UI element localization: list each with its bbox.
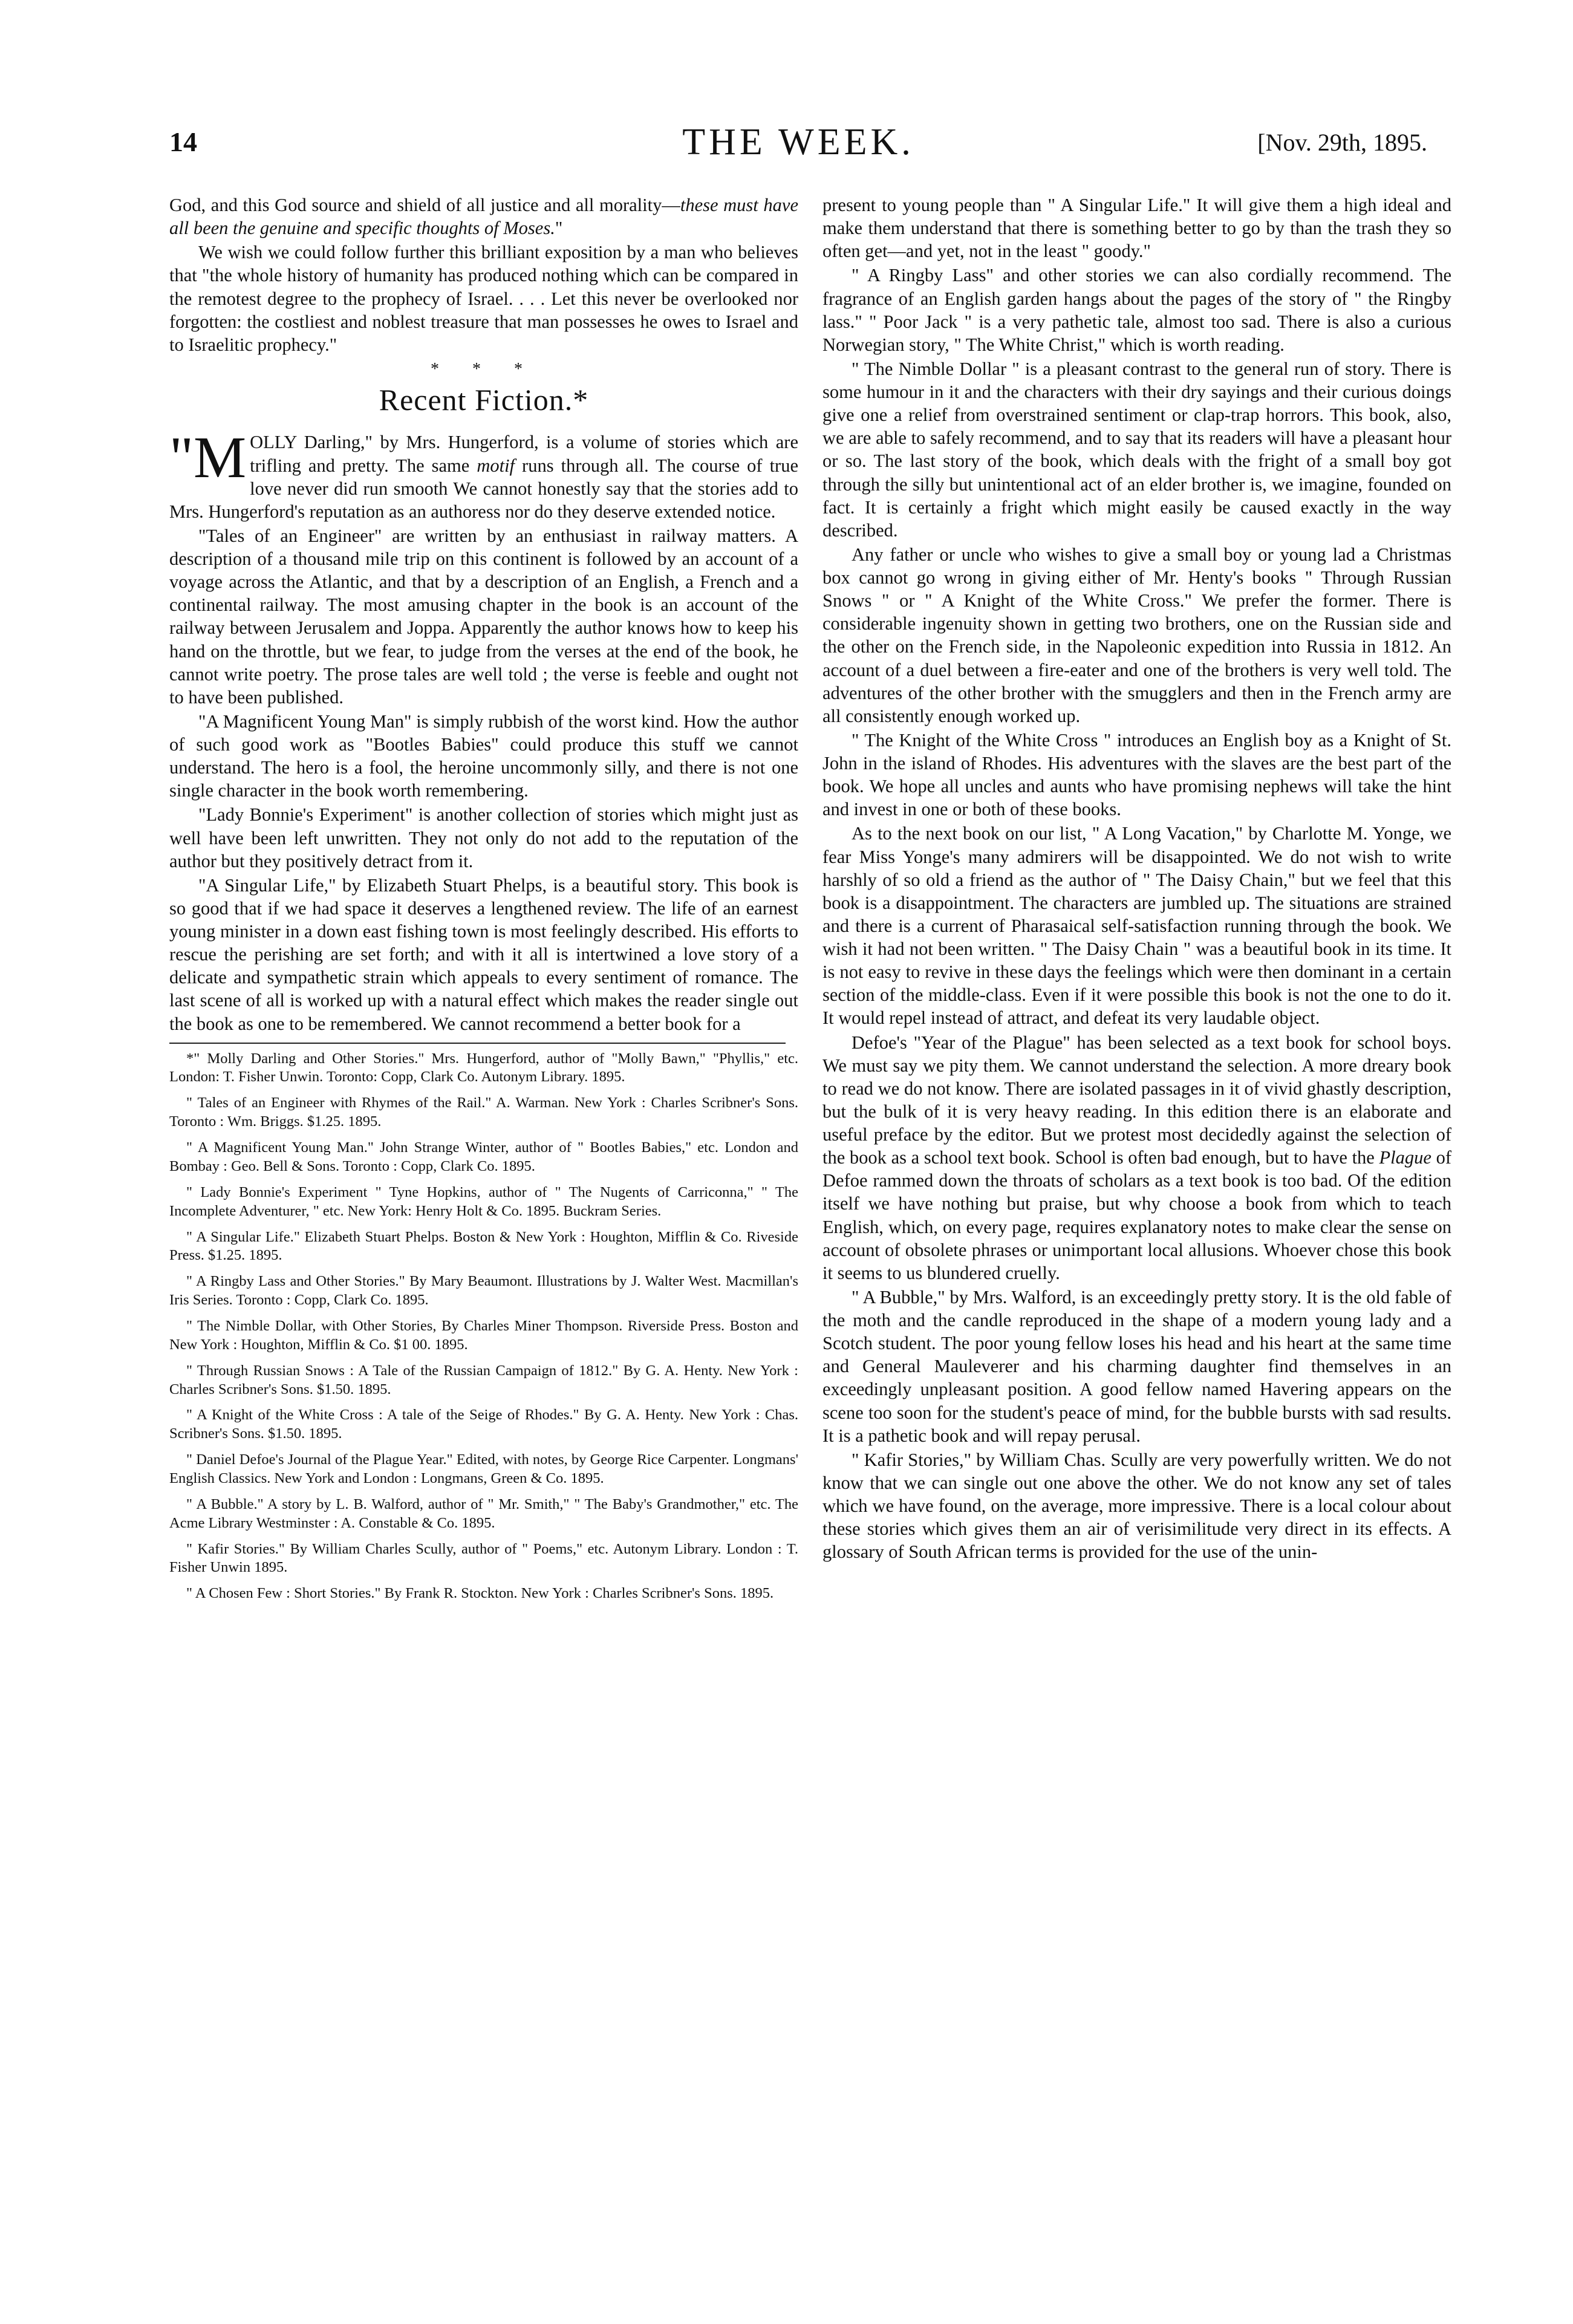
journal-title: THE WEEK. xyxy=(682,122,914,163)
section-divider-stars: * * * xyxy=(431,359,537,379)
footnote: " A Bubble." A story by L. B. Walford, author of " Mr. Smith," " The Baby's Grandmother," etc. The Acme Library Westminster : A. Constable & Co. 1895. xyxy=(169,1496,798,1531)
review-paragraph: " A Ringby Lass" and other stories we can also cordially recommend. The fragrance of an English garden hangs about the pages of the story of " the Ringby lass." " Poor Jack " is a very pathetic tale, almost too sad. There is also a curious Norwegian story, " The White Christ," which is worth reading. xyxy=(822,265,1451,355)
review-paragraph: "A Singular Life," by Elizabeth Stuart Phelps, is a beautiful story. This book is so good that if we had space it deserves a lengthened review. The life of an earnest young minister in a down east fishing town is most feelingly described. His efforts to rescue the perishing are set forth; and with it all is intertwined a love story of a delicate and sympathetic strain which appeals to every sentiment of romance. The last scene of all is worked up with a natural effect which makes the reader single out the book as one to be remembered. We cannot recommend a better book for a xyxy=(169,874,798,1034)
footnote: " A Knight of the White Cross : A tale of the Seige of Rhodes." By G. A. Henty. New York : Chas. Scribner's Sons. $1.50. 1895. xyxy=(169,1407,798,1442)
review-paragraph: " A Bubble," by Mrs. Walford, is an exceedingly pretty story. It is the old fable of the moth and the candle reproduced in the shape of a modern young lady and a Scotch student. The poor young fellow loses his head and his heart at the same time and General Mauleverer and his charming daughter find themselves in an exceedingly unpleasant position. A good fellow named Havering appears on the scene too soon for the student's peace of mind, for the bubble bursts with sad results. It is a pathetic book and will repay perusal. xyxy=(822,1286,1451,1446)
review-paragraph: Any father or uncle who wishes to give a small boy or young lad a Christmas box cannot go wrong in giving either of Mr. Henty's books " Through Russian Snows " or " A Knight of the White Cross." We prefer the former. There is considerable ingenuity shown in getting two brothers, one on the Russian side and the other on the French side, in the Napoleonic expedition into Russia in 1812. An account of a duel between a fire-eater and one of the brothers is very well told. The adventures of the other brother with the smugglers and then in the French army are all consistently enough worked up. xyxy=(822,544,1451,726)
footnote-rule xyxy=(169,1043,786,1044)
review-paragraph: " The Nimble Dollar " is a pleasant contrast to the general run of story. There is some humour in it and the characters with their dry sayings and their curious doings give one a relief from overstrained sentiment or clap-trap horrors. This book, also, we are able to safely recommend, and to say that its readers will have a pleasant hour or so. The last story of the book, which deals with the fright of a small boy got through the silly but unintentional act of an elder brother is, we imagine, founded on fact. It is certainly a fright which might easily be caused exactly in the way described. xyxy=(822,358,1451,541)
left-column xyxy=(169,194,798,2286)
review-paragraph: " Kafir Stories," by William Chas. Scully are very powerfully written. We do not know that we can single out one above the other. We do not know any set of tales which we have found, on the average, more impressive. There is a local colour about these stories which gives them an air of verisimilitude very direct in its effects. A glossary of South African terms is provided for the use of the unin- xyxy=(822,1449,1451,1563)
footnote: " Lady Bonnie's Experiment " Tyne Hopkins, author of " The Nugents of Carriconna," " The Incomplete Adventurer, " etc. New York: Henry Holt & Co. 1895. Buckram Series. xyxy=(169,1183,798,1219)
section-title: Recent Fiction.* xyxy=(379,382,589,417)
review-paragraph: "Lady Bonnie's Experiment" is another collection of stories which might just as well have been left unwritten. They not only do not add to the reputation of the author but they positively detract from it. xyxy=(169,804,798,871)
footnotes xyxy=(169,1050,798,1603)
footnote: " A Magnificent Young Man." John Strange Winter, author of " Bootles Babies," etc. London and Bombay : Geo. Bell & Sons. Toronto : Copp, Clark Co. 1895. xyxy=(169,1139,798,1174)
footnote: " Through Russian Snows : A Tale of the Russian Campaign of 1812." By G. A. Henty. New York : Charles Scribner's Sons. $1.50. 1895. xyxy=(169,1362,798,1398)
review-paragraph: "Tales of an Engineer" are written by an enthusiast in railway matters. A description of a thousand mile trip on this continent is followed by an account of a voyage across the Atlantic, and that by a description of an English, a French and a continental railway. The most amusing chapter in the book is an account of the railway between Jerusalem and Joppa. Apparently the author knows how to keep his hand on the throttle, but we fear, to judge from the verses at the end of the book, he cannot write poetry. The prose tales are well told ; the verse is feeble and ought not to have been published. xyxy=(169,525,798,708)
review-paragraph: Defoe's "Year of the Plague" has been selected as a text book for school boys. We must say we pity them. We cannot understand the selection. A more dreary book to read we do not know. There are isolated passages in it of vivid ghastly description, but the bulk of it is very heavy reading. In this edition there is an elaborate and useful preface by the editor. But we protest most decidedly against the selection of the book as a school text book. School is often bad enough, but to have the Plague of Defoe rammed down the throats of scholars as a text book is too bad. Of the edition itself we have nothing but praise, but why choose a book from which to teach English, which, on every page, requires explanatory notes to make clear the sense on account of obsolete phrases or unimportant local allusions. Whoever chose this book it seems to us blundered cruelly. xyxy=(822,1032,1451,1283)
footnote: " The Nimble Dollar, with Other Stories, By Charles Miner Thompson. Riverside Press. Boston and New York : Houghton, Mifflin & Co. $1 00. 1895. xyxy=(169,1317,798,1353)
footnote: " A Singular Life." Elizabeth Stuart Phelps. Boston & New York : Houghton, Mifflin & Co. Riveside Press. $1.25. 1895. xyxy=(169,1228,798,1264)
page-number: 14 xyxy=(169,126,197,157)
footnote: " Kafir Stories." By William Charles Scully, author of " Poems," etc. Autonym Library. London : T. Fisher Unwin 1895. xyxy=(169,1540,798,1576)
review-paragraph: As to the next book on our list, " A Long Vacation," by Charlotte M. Yonge, we fear Miss Yonge's many admirers will be disappointed. We do not wish to write harshly of so old a friend as the author of " The Daisy Chain," but we feel that this book is a disappointment. The characters are jumbled up. The situations are strained and there is a current of Pharasaical self-satisfaction running through the book. We wish it had not been written. " The Daisy Chain " was a beautiful book in its time. It is not easy to revive in these days the feelings which were then dominant in a certain section of the middle-class. Even if it were possible this book is not the one to do it. It would repel instead of attract, and defeat its very laudable object. xyxy=(822,823,1451,1029)
review-paragraph: "M OLLY Darling," by Mrs. Hungerford, is a volume of stories which are trifling and pretty. The same motif runs through all. The course of true love never did run smooth We cannot honestly say that the stories add to Mrs. Hungerford's reputation as an authoress nor do they deserve extended notice. xyxy=(169,425,798,522)
page-header xyxy=(169,121,1427,175)
review-paragraph: present to young people than " A Singular Life." It will give them a high ideal and make them understand that there is something better to go by than the trash they so often get—and yet, not in the least " goody." xyxy=(822,195,1451,262)
footnote: " A Chosen Few : Short Stories." By Frank R. Stockton. New York : Charles Scribner's Sons. 1895. xyxy=(186,1585,774,1602)
footnote: " Daniel Defoe's Journal of the Plague Year." Edited, with notes, by George Rice Carpenter. Longmans' English Classics. New York and London : Longmans, Green & Co. 1895. xyxy=(169,1451,798,1486)
drop-cap: "M xyxy=(169,425,247,491)
footnote: " Tales of an Engineer with Rhymes of the Rail." A. Warman. New York : Charles Scribner's Sons. Toronto : Wm. Briggs. $1.25. 1895. xyxy=(169,1095,798,1130)
issue-date: [Nov. 29th, 1895. xyxy=(1257,129,1427,156)
review-paragraph: "A Magnificent Young Man" is simply rubbish of the worst kind. How the author of such good work as "Bootles Babies" could produce this stuff we cannot understand. The hero is a fool, the heroine uncommonly silly, and there is not one single character in the book worth remembering. xyxy=(169,711,798,801)
footnote: " A Ringby Lass and Other Stories." By Mary Beaumont. Illustrations by J. Walter West. Macmillan's Iris Series. Toronto : Copp, Clark Co. 1895. xyxy=(169,1273,798,1309)
right-column xyxy=(822,194,1451,2286)
review-paragraph: " The Knight of the White Cross " introduces an English boy as a Knight of St. John in the island of Rhodes. His adventures with the slaves are the best part of the book. We hope all uncles and aunts who have promising nephews will take the hint and invest in one or both of these books. xyxy=(822,729,1451,820)
footnote: *" Molly Darling and Other Stories." Mrs. Hungerford, author of "Molly Bawn," "Phyllis," etc. London: T. Fisher Unwin. Toronto: Copp, Clark Co. Autonym Library. 1895. xyxy=(169,1050,798,1086)
article-paragraph: God, and this God source and shield of all justice and all morality—these must have all been the genuine and specific thoughts of Moses." xyxy=(169,195,798,239)
article-paragraph: We wish we could follow further this brilliant exposition by a man who believes that "the whole history of humanity has produced nothing which can be compared in the remotest degree to the prophecy of Israel. . . . Let this never be overlooked nor forgotten: the costliest and noblest treasure that man possesses he owes to Israel and to Israelitic prophecy." xyxy=(169,242,798,355)
